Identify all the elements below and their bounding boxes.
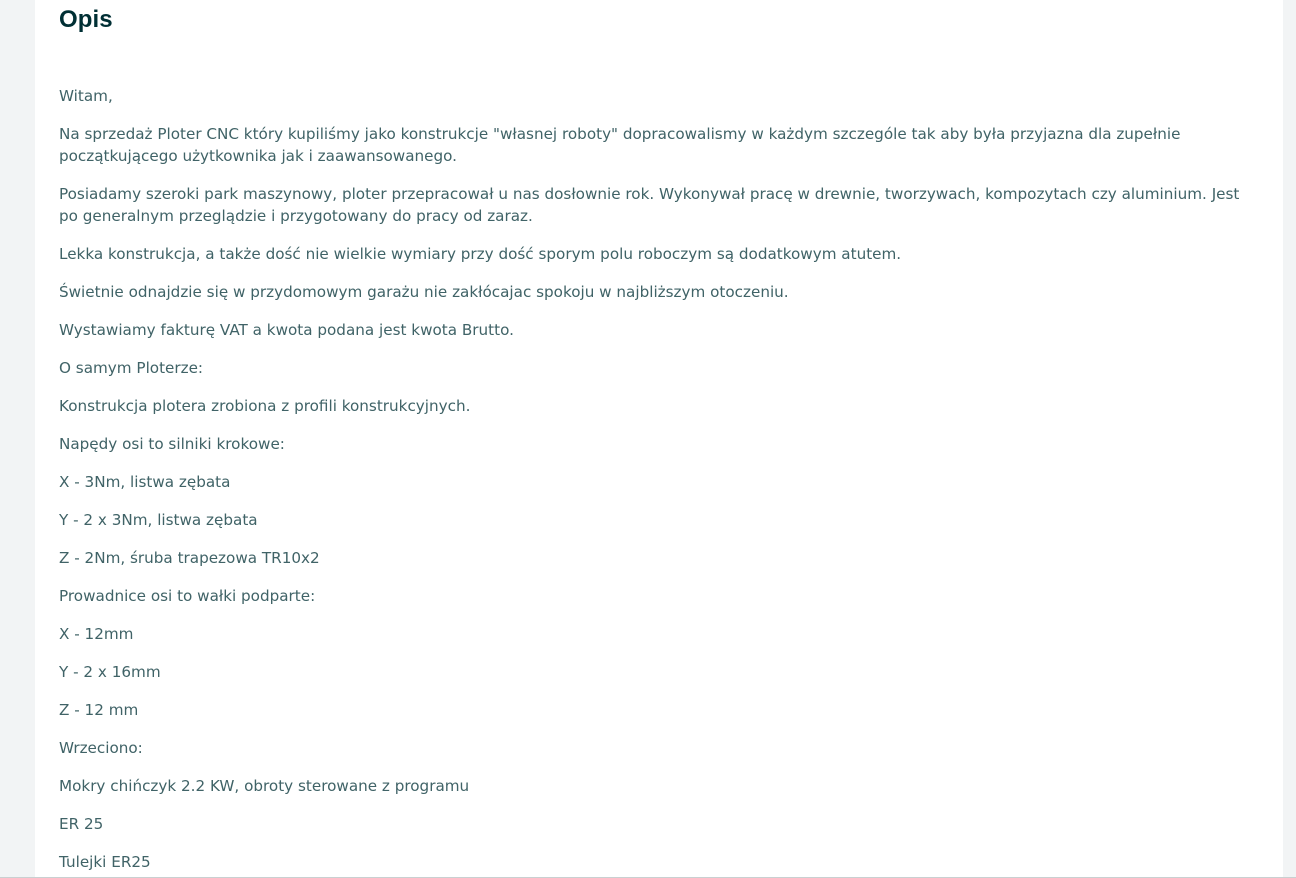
description-paragraph: Y - 2 x 16mm (59, 663, 161, 681)
description-paragraph: Wrzeciono: (59, 739, 143, 757)
description-body (59, 85, 1259, 873)
description-paragraph: Mokry chińczyk 2.2 KW, obroty sterowane z programu (59, 777, 470, 795)
description-paragraph: Wystawiamy fakturę VAT a kwota podana jest kwota Brutto. (59, 321, 514, 339)
description-paragraph: Z - 2Nm, śruba trapezowa TR10x2 (59, 549, 320, 567)
description-paragraph: Witam, (59, 87, 113, 105)
description-paragraph: Z - 12 mm (59, 701, 139, 719)
description-paragraph: X - 3Nm, listwa zębata (59, 473, 231, 491)
description-paragraph: Tulejki ER25 (59, 853, 151, 871)
description-paragraph: Prowadnice osi to wałki podparte: (59, 587, 316, 605)
description-paragraph: Napędy osi to silniki krokowe: (59, 435, 285, 453)
description-paragraph: Konstrukcja plotera zrobiona z profili konstrukcyjnych. (59, 397, 471, 415)
description-paragraph: ER 25 (59, 815, 104, 833)
description-paragraph: O samym Ploterze: (59, 359, 204, 377)
description-paragraph: Lekka konstrukcja, a także dość nie wielkie wymiary przy dość sporym polu roboczym są dodatkowym atutem. (59, 245, 902, 263)
description-card (35, 0, 1283, 878)
description-paragraph: Y - 2 x 3Nm, listwa zębata (59, 511, 258, 529)
section-title: Opis (59, 6, 113, 33)
description-paragraph: X - 12mm (59, 625, 134, 643)
description-paragraph: Świetnie odnajdzie się w przydomowym garażu nie zakłócajac spokoju w najbliższym otoczeniu. (59, 283, 789, 301)
description-paragraph: Posiadamy szeroki park maszynowy, ploter przepracował u nas dosłownie rok. Wykonywał pracę w drewnie, tworzywach, kompozytach czy aluminium. Jest po generalnym przeglądzie i przygotowany do pracy od zaraz. (59, 185, 1240, 225)
description-paragraph: Na sprzedaż Ploter CNC który kupiliśmy jako konstrukcje "własnej roboty" dopracowalismy w każdym szczególe tak aby była przyjazna dla zupełnie początkującego użytkownika jak i zaawansowanego. (59, 125, 1181, 165)
